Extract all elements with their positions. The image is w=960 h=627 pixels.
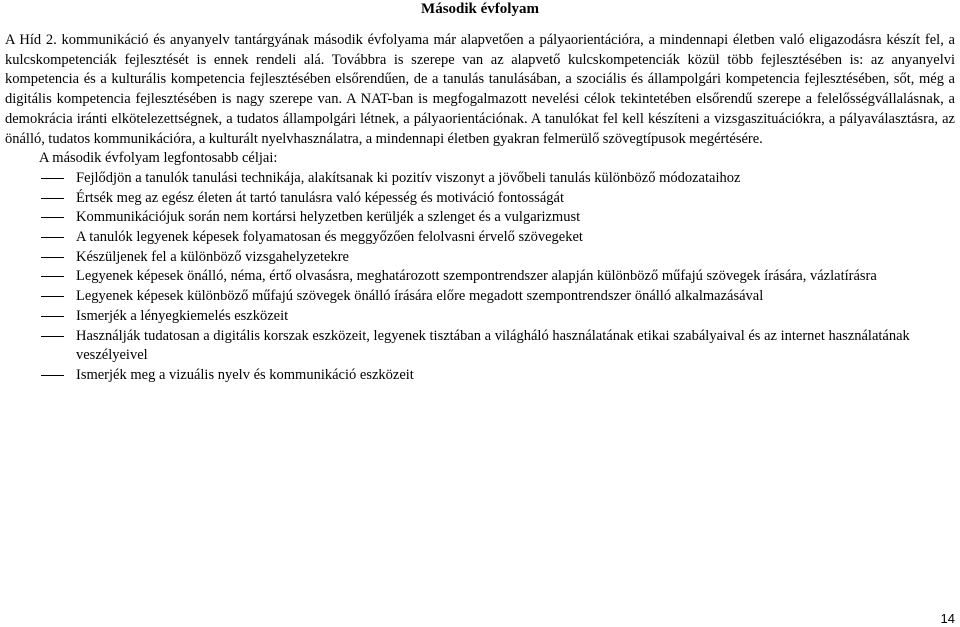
list-item-text: Legyenek képesek önálló, néma, értő olvasásra, meghatározott szempontrendszer alapján különböző műfajú szövegek írására, vázlatírásra [76,268,877,285]
dash-bullet-icon [41,257,64,258]
document-page [5,0,955,627]
list-item-text: Fejlődjön a tanulók tanulási technikája, alakítsanak ki pozitív viszonyt a jövőbeli tanulás különböző módozataihoz [76,169,741,186]
list-item-text: Használják tudatosan a digitális korszak eszközeit, legyenek tisztában a világháló használatának etikai szabályaival és az internet használatának veszélyeivel [76,327,910,364]
dash-bullet-icon [41,296,64,297]
list-item [5,307,955,327]
dash-bullet-icon [41,198,64,199]
list-item-text: Készüljenek fel a különböző vizsgahelyzetekre [76,248,349,265]
list-item [5,248,955,268]
list-item-text: A tanulók legyenek képesek folyamatosan és meggyőzően felolvasni érvelő szövegeket [76,229,583,246]
goals-heading: A második évfolyam legfontosabb céljai: [39,150,278,167]
list-item [5,189,955,209]
list-item [5,327,955,366]
list-item [5,366,955,386]
dash-bullet-icon [41,237,64,238]
dash-bullet-icon [41,178,64,179]
list-item-text: Legyenek képesek különböző műfajú szövegek önálló írására előre megadott szempontrendszer önálló alkalmazásával [76,288,764,305]
dash-bullet-icon [41,276,64,277]
list-item-text: Értsék meg az egész életen át tartó tanulásra való képesség és motiváció fontosságát [76,189,564,206]
page-number: 14 [940,611,955,626]
list-item [5,267,955,287]
intro-paragraph: A Híd 2. kommunikáció és anyanyelv tantárgyának második évfolyama már alapvetően a pályaorientációra, a mindennapi életben való eligazodásra készít fel, a kulcskompetenciák fejlesztését is ennek rendeli alá. Továbbra is szerepe van az alapvető kulcskompetenciák közül több fejlesztésében is: az anyanyelvi kompetencia és a kulturális kompetencia fejlesztésében elsőrendűen, de a tanulás tanulásában, a szociális és állampolgári kompetencia fejlesztésében, sőt, még a digitális kompetencia fejlesztésében is nagy szerepe van. A NAT-ban is megfogalmazott nevelési célok tekintetében elsőrendű szerepe a felelősségvállalásnak, a demokrácia iránti elkötelezettségnek, a tudatos állampolgári létnek, a pályaorientációnak. A tanulókat fel kell készíteni a vizsgaszituációkra, a pályaválasztásra, az önálló, tudatos kommunikációra, a kulturált nyelvhasználatra, a mindennapi életben gyakran felmerülő szövegtípusok megértésére. [5,32,955,147]
list-item [5,228,955,248]
list-item [5,169,955,189]
dash-bullet-icon [41,316,64,317]
page-title: Második évfolyam [421,1,539,17]
list-item [5,208,955,228]
dash-bullet-icon [41,375,64,376]
list-item-text: Ismerjék meg a vizuális nyelv és kommunikáció eszközeit [76,366,414,383]
dash-bullet-icon [41,336,64,337]
goal-list [5,169,955,386]
list-item-text: Kommunikációjuk során nem kortársi helyzetben kerüljék a szlenget és a vulgarizmust [76,209,581,226]
dash-bullet-icon [41,217,64,218]
list-item-text: Ismerjék a lényegkiemelés eszközeit [76,307,289,324]
list-item [5,287,955,307]
